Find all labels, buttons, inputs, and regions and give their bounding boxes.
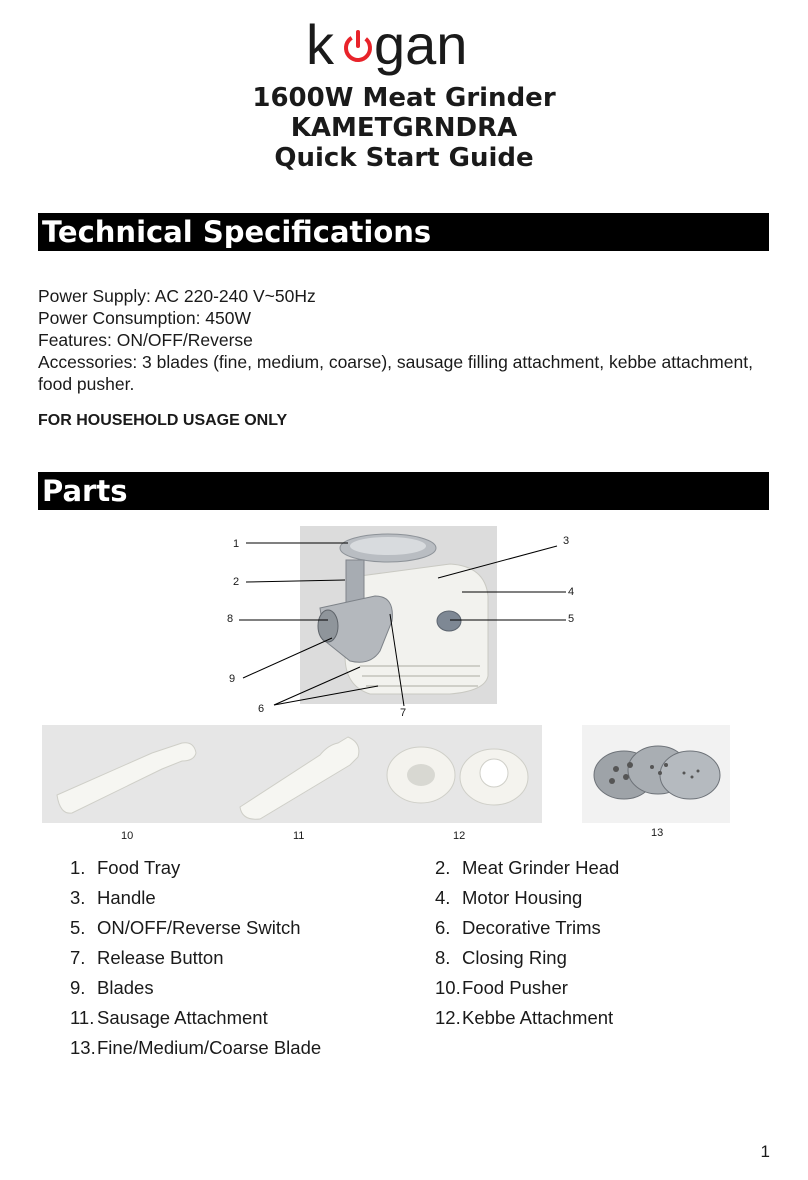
svg-text:k: k: [306, 14, 334, 76]
caption-10: 10: [121, 830, 134, 842]
part-item-12: 12.Kebbe Attachment: [435, 1007, 614, 1028]
diagram-label-1: 1: [233, 538, 240, 550]
parts-heading: Parts: [38, 472, 769, 510]
kebbe-attachment-photo: [376, 725, 542, 823]
part-item-6: 6. Decorative Trims: [435, 917, 601, 938]
part-item-3: 3. Handle: [70, 887, 156, 908]
title-line-2: KAMETGRNDRA: [290, 113, 518, 143]
title-line-3: Quick Start Guide: [274, 143, 534, 173]
title-line-1: 1600W Meat Grinder: [252, 83, 556, 113]
part-item-2: 2. Meat Grinder Head: [435, 857, 620, 878]
caption-13: 13: [651, 827, 664, 839]
part-item-10: 10.Food Pusher: [435, 977, 568, 998]
part-item-8: 8. Closing Ring: [435, 947, 567, 968]
diagram-label-3: 3: [563, 535, 570, 547]
diagram-label-6: 6: [258, 703, 265, 715]
diagram-label-9: 9: [229, 673, 236, 685]
blades-photo: [582, 725, 730, 823]
part-item-9: 9. Blades: [70, 977, 154, 998]
leader-lines: [0, 520, 808, 720]
part-item-13: 13.Fine/Medium/Coarse Blade: [70, 1037, 322, 1058]
part-item-11: 11. Sausage Attachment: [70, 1007, 268, 1028]
spec-accessories: Accessories: 3 blades (fine, medium, coarse), sausage filling attachment, kebbe attachment, food pusher.: [38, 352, 753, 394]
diagram-label-4: 4: [568, 586, 575, 598]
part-item-1: 1. Food Tray: [70, 857, 181, 878]
household-notice: FOR HOUSEHOLD USAGE ONLY: [38, 412, 288, 429]
sausage-attachment-photo: [210, 725, 376, 823]
spec-power-consumption: Power Consumption: 450W: [38, 308, 252, 328]
diagram-label-7: 7: [400, 707, 407, 719]
spec-power-supply: Power Supply: AC 220-240 V~50Hz: [38, 286, 316, 306]
power-icon: [341, 31, 375, 65]
spec-features: Features: ON/OFF/Reverse: [38, 330, 253, 350]
food-pusher-photo: [42, 725, 210, 823]
diagram-label-8: 8: [227, 613, 234, 625]
diagram-label-5: 5: [568, 613, 575, 625]
part-item-5: 5. ON/OFF/Reverse Switch: [70, 917, 301, 938]
svg-text:gan: gan: [374, 14, 468, 76]
tech-specs-heading: Technical Specifications: [38, 213, 769, 251]
page-number: 1: [760, 1142, 770, 1161]
caption-11: 11: [293, 830, 305, 842]
kogan-logo: [306, 14, 502, 80]
part-item-4: 4. Motor Housing: [435, 887, 583, 908]
caption-12: 12: [453, 830, 466, 842]
part-item-7: 7. Release Button: [70, 947, 224, 968]
diagram-label-2: 2: [233, 576, 240, 588]
